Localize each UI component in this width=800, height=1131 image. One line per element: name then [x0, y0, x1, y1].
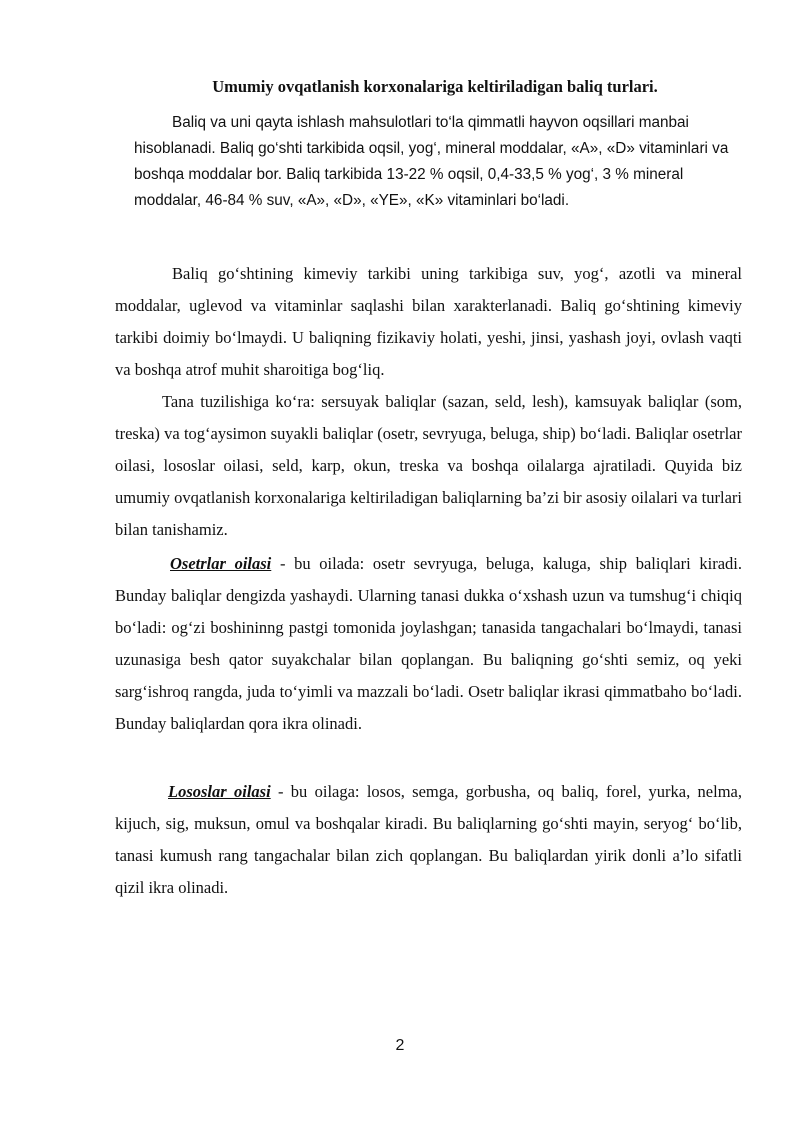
losos-family-text: - bu oilaga: losos, semga, gorbusha, oq baliq, forel, yurka, nelma, kijuch, sig, muksun, omul va boshqalar kiradi. Bu baliqlarning go‘shti mayin, seryog‘ bo‘lib, tanasi kumush rang tangachalar bilan zich qoplangan. Bu baliqlardan yirik donli a’lo sifatli qizil ikra olinadi. [115, 782, 742, 897]
paragraph-chemical-composition: Baliq go‘shtining kimeviy tarkibi uning tarkibiga suv, yog‘, azotli va mineral moddalar, uglevod va vitaminlar saqlashi bilan xarakterlanadi. Baliq go‘shtining kimeviy tarkibi doimiy bo‘lmaydi. U baliqning fizikaviy holati, yeshi, jinsi, yashash joyi, ovlash vaqti va boshqa atrof muhit sharoitiga bog‘liq. [115, 264, 742, 379]
document-title: Umumiy ovqatlanish korxonalariga keltiriladigan baliq turlari. [212, 77, 658, 96]
losos-family-term: Lososlar oilasi [168, 782, 271, 801]
osetr-family-term: Osetrlar oilasi [170, 554, 272, 573]
paragraph-losos-family [115, 776, 742, 904]
osetr-family-text: - bu oilada: osetr sevryuga, beluga, kaluga, ship baliqlari kiradi. Bunday baliqlar dengizda yashaydi. Ularning tanasi dukka o‘xshash uzun va tumshug‘i chiqiq bo‘ladi: og‘zi boshininng pastgi tomonida joylashgan; tanasida tangachalari bo‘lmaydi, tanasi uzunasiga besh qator suyakchalar bilan qoplangan. Bu baliqning go‘shti semiz, oq yeki sarg‘ishroq rangda, juda to‘yimli va mazzali bo‘ladi. Osetr baliqlar ikrasi qimmatbaho bo‘ladi. Bunday baliqlardan qora ikra olinadi. [115, 554, 742, 733]
paragraph-body-structure: Tana tuzilishiga ko‘ra: sersuyak baliqlar (sazan, seld, lesh), kamsuyak baliqlar (som, treska) va tog‘aysimon suyakli baliqlar (osetr, sevryuga, beluga, ship) bo‘ladi. Baliqlar osetrlar oilasi, lososlar oilasi, seld, karp, okun, treska va boshqa oilalarga ajratiladi. Quyida biz umumiy ovqatlanish korxonalariga keltiriladigan baliqlarning ba’zi bir asosiy oilalari va turlari bilan tanishamiz. [115, 392, 742, 539]
paragraph-osetr-family [115, 548, 742, 740]
page-number: 2 [395, 1037, 405, 1054]
intro-paragraph: Baliq va uni qayta ishlash mahsulotlari to‘la qimmatli hayvon oqsillari manbai hisoblanadi. Baliq go‘shti tarkibida oqsil, yog‘, mineral moddalar, «A», «D» vitaminlari va boshqa moddalar bor. Baliq tarkibida 13-22 % oqsil, 0,4-33,5 % yog‘, 3 % mineral moddalar, 46-84 % suv, «A», «D», «YE», «K» vitaminlari bo‘ladi. [134, 114, 729, 209]
